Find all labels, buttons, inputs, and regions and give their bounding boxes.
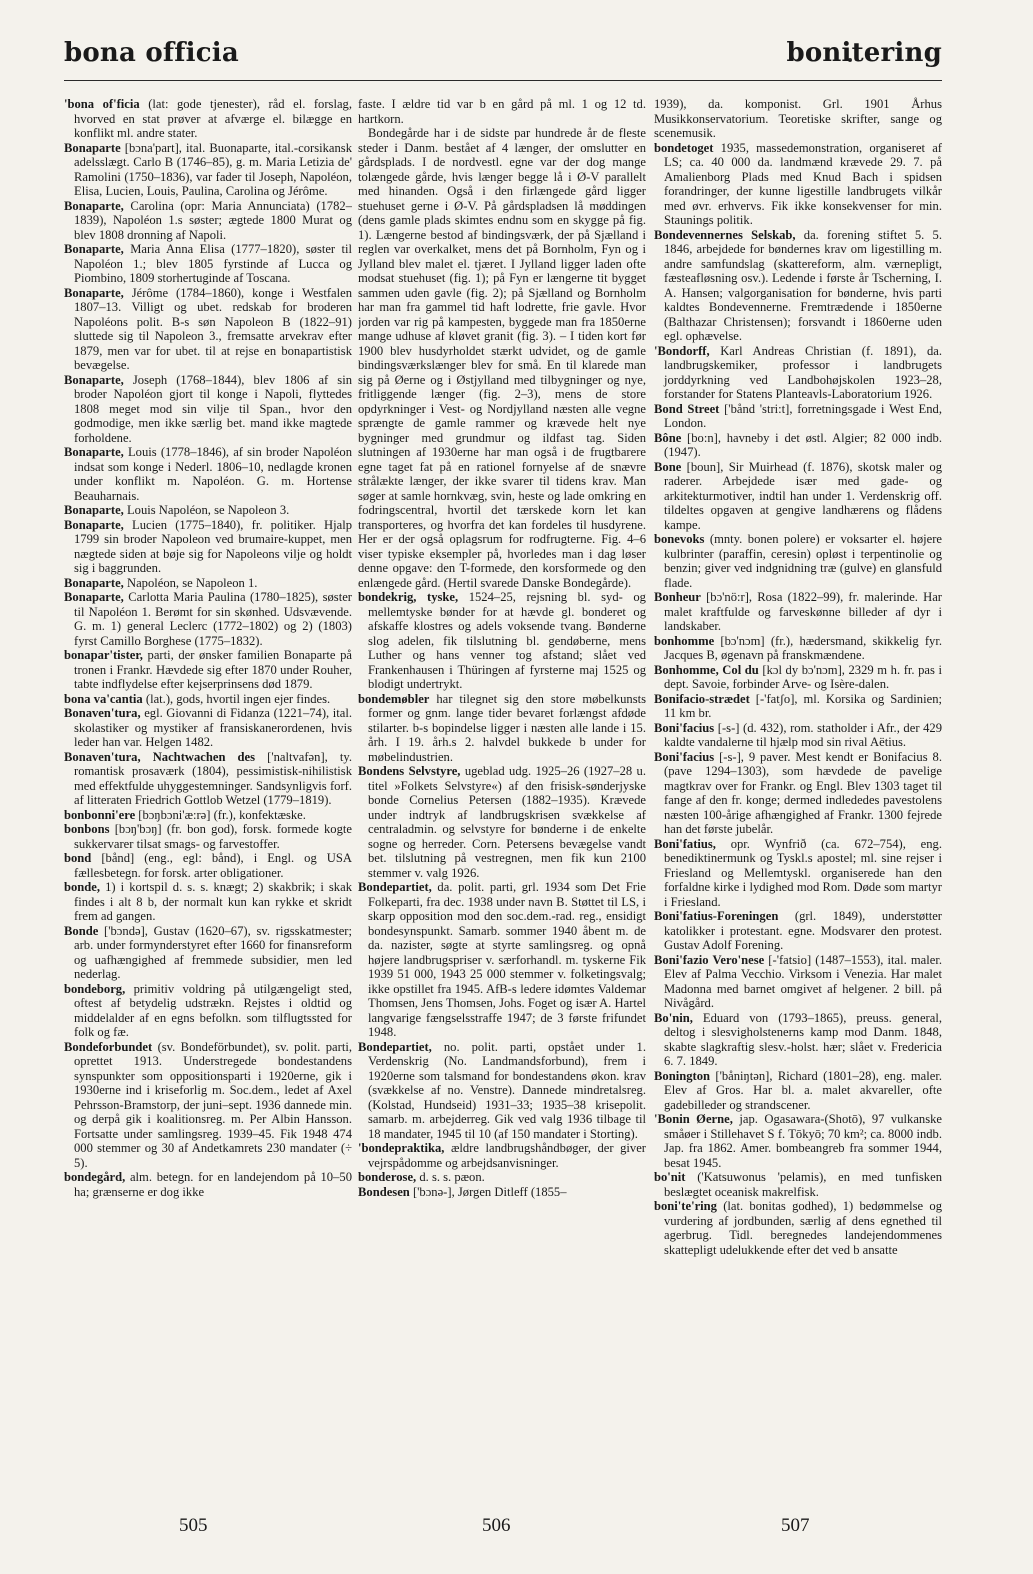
header-rule	[64, 80, 942, 81]
page-number-right: 507	[781, 1515, 810, 1536]
entry-headword: Bonaven'tura,	[64, 706, 141, 720]
entry-definition: ['båniŋtən], Richard (1801–28), eng. maler. Elev af Gros. Har bl. a. malet akvareller, ofte gadebilleder og strandscener.	[664, 1068, 942, 1112]
entry-definition: (sv. Bondeförbundet), sv. polit. parti, oprettet 1913. Understregede bondestandens synspunkter som oppositionsparti i 1920erne, gik i 1930erne ind i kriseforlig m. Soc.dem., ledet af Axel Pehrsson-Bramstorp, der juni–sept. 1936 dannede min. og derpå gik i koalitionsreg. m. Per Albin Hansson. Fortsatte under samlingsreg. 1939–45. Fik 1948 474 000 stemmer og 30 af Andetkamrets 230 mandater (÷ 5).	[74, 1039, 352, 1170]
entry-headword: bondekrig, tyske,	[358, 590, 459, 604]
entry-definition: ['bɔndə], Gustav (1620–67), sv. rigsskatmester; arb. under formynderstyret efter 1660 for finansreform og uafhængighed af fremmede subsidier, men led nederlag.	[74, 923, 352, 981]
dictionary-entry	[358, 764, 646, 880]
entry-definition: Joseph (1768–1844), blev 1806 af sin broder Napoléon gjort til konge i Napoli, flyttedes 1808 meget mod sin vilje til Span., hvor den godmodige, men ikke særlig bet. mand ikke magtede forholdene.	[74, 372, 352, 445]
entry-headword: Boni'facius	[654, 720, 715, 735]
entry-headword: Boni'fatius,	[654, 836, 716, 851]
entry-definition: (grl. 1849), understøtter katolikker i protestant. egne. Modsvarer den protest. Gustav Adolf Forening.	[664, 909, 942, 952]
dictionary-entry	[654, 460, 942, 533]
entry-definition: [bɔ'nɔm] (fr.), hædersmand, skikkelig fyr. Jacques B, øgenavn på franskmændene.	[664, 633, 942, 662]
entry-headword: Bonaparte,	[64, 198, 124, 213]
dictionary-entry	[358, 880, 646, 1040]
dictionary-entry	[654, 1011, 942, 1069]
dictionary-entry	[654, 692, 942, 721]
column-2	[358, 97, 646, 1501]
entry-definition: Carlotta Maria Paulina (1780–1825), søster til Napoléon 1. Berømt for sin skønhed. Udsvævende. G. m. 1) general Leclerc (1772–1802) og 2) (1803) fyrst Camillo Borghese (1775–1832).	[74, 590, 352, 648]
entry-headword: Bondeforbundet	[64, 1039, 153, 1054]
entry-headword: Bonaparte,	[64, 503, 124, 517]
entry-headword: 'Bondorff,	[654, 343, 710, 358]
dictionary-entry	[64, 286, 352, 373]
dictionary-entry	[654, 228, 942, 344]
entry-definition: Karl Andreas Christian (f. 1891), da. landbrugskemiker, professor i landbrugets jorddyrkning ved Landbohøjskolen 1923–28, forstander for Statens Planteavls-Laboratorium 1926.	[664, 343, 942, 401]
dictionary-entry	[64, 141, 352, 199]
dictionary-entry	[654, 750, 942, 837]
entry-headword: Bo'nin,	[654, 1010, 693, 1025]
entry-headword: bonde,	[64, 880, 101, 894]
entry-definition: [boun], Sir Muirhead (f. 1876), skotsk maler og raderer. Arbejdede især med gade- og arkitekturmotiver, indtil han under 1. Verdenskrig off. tildeltes opgaven at gengive landhærens og flådens kampe.	[664, 459, 942, 532]
entry-headword: bonhomme	[654, 633, 715, 648]
entry-headword: 'bona of'ficia	[64, 97, 140, 111]
dictionary-entry	[654, 1170, 942, 1199]
entry-headword: Bonaparte,	[64, 590, 124, 604]
entry-definition: Carolina (opr: Maria Annunciata) (1782–1839), Napoléon 1.s søster; ægtede 1800 Murat og blev 1808 dronning af Napoli.	[74, 198, 352, 242]
entry-headword: Bonaparte,	[64, 242, 124, 256]
entry-headword: Boni'fazio Vero'nese	[654, 952, 765, 967]
dictionary-entry	[64, 97, 352, 141]
entry-headword: bondemøbler	[358, 691, 430, 706]
entry-headword: Bône	[654, 430, 682, 445]
dictionary-entry	[64, 851, 352, 880]
dictionary-entry	[64, 924, 352, 982]
dictionary-entry	[64, 445, 352, 503]
entry-definition: 1524–25, rejsning bl. syd- og mellemtyske bønder for at hævde gl. bonderet og afskaffe klostres og adels voksende tvang. Bønderne slog adelen, fik tilslutning bl. gendøberne, mens Luther og hans venner tog afstand; slået ved Frankenhausen i Thüringen af fyrsterne maj 1525 og blodigt undertrykt.	[368, 590, 646, 691]
dictionary-entry	[654, 634, 942, 663]
entry-definition: d. s. s. pæon.	[416, 1170, 485, 1184]
dictionary-entry	[64, 1170, 352, 1199]
entry-definition: Napoléon, se Napoleon 1.	[123, 575, 258, 590]
page-footer	[0, 1515, 1033, 1541]
dictionary-entry	[654, 1199, 942, 1257]
entry-definition: ['naltvafən], ty. romantisk prosaværk (1804), pessimistisk-nihilistisk med effektfulde uhyggestemninger. Sandsynligvis forf. af litteraten Friedrich Gottlob Wetzel (1779–1819).	[74, 749, 352, 807]
entry-definition: no. polit. parti, opstået under 1. Verdenskrig (No. Landmandsforbund), frem i 1920erne som talsmand for bondestandens økon. krav (svækkelse af no. Venstre). Dannede mindretalsreg. (Kolstad, Hundseid) 1931–33; 1935–38 krisepolit. samarb. m. arbejderreg. Gik ved valg 1936 tilbage til 18 mandater, 1945 til 10 (af 150 mandater i Storting).	[368, 1039, 646, 1141]
column-3	[654, 97, 942, 1501]
dictionary-entry	[654, 837, 942, 910]
entry-definition: Eduard von (1793–1865), preuss. general, deltog i slesvigholstenerns kamp mod Danm. 1848, skabte slagkraftig slesv.-holst. hær; slået v. Fredericia 6. 7. 1849.	[664, 1010, 942, 1068]
dictionary-entry	[64, 648, 352, 692]
dictionary-entry	[64, 808, 352, 823]
entry-definition: 1935, massedemonstration, organiseret af LS; ca. 40 000 da. landmænd krævede 29. 7. på Amalienborg Plads med Knud Bach i spidsen forandringer, der kunne ligestille landbrugets vilkår med øvr. erhvervs. Fik ikke konsekvenser for min. Staunings politik.	[664, 140, 942, 227]
dictionary-entry	[64, 518, 352, 576]
dictionary-entry	[64, 692, 352, 707]
entry-headword: boni'te'ring	[654, 1199, 717, 1213]
dictionary-entry	[654, 663, 942, 692]
entry-headword: 'bondepraktika,	[358, 1141, 445, 1155]
entry-definition: [kɔl dy bɔ'nɔm], 2329 m h. fr. pas i dept. Savoie, forbinder Arve- og Isère-dalen.	[664, 662, 942, 691]
entry-headword: bonbons	[64, 822, 110, 836]
dictionary-entry	[654, 1069, 942, 1113]
entry-headword: bonderose,	[358, 1170, 417, 1184]
page-number-middle: 506	[482, 1515, 511, 1536]
entry-definition: [bånd] (eng., egl: bånd), i Engl. og USA fællesbetegn. for forsk. arter obligationer.	[74, 851, 352, 880]
entry-headword: bonbonni'ere	[64, 807, 136, 822]
entry-definition: [-s-] (d. 432), rom. statholder i Afr., der 429 kaldte vandalerne til hjælp mod sin rival Aëtius.	[664, 720, 942, 749]
entry-headword: Bonde	[64, 923, 99, 938]
entry-headword: bondegård,	[64, 1170, 126, 1184]
entry-definition: Lucien (1775–1840), fr. politiker. Hjalp 1799 sin broder Napoleon ved brumaire-kuppet, men nægtede siden at bøje sig for Napoleons vilje og holdt sig i baggrunden.	[74, 517, 352, 575]
dictionary-entry	[654, 141, 942, 228]
column-continuation: 1939), da. komponist. Grl. 1901 Århus Musikkonservatorium. Teoretiske skrifter, sange og scenemusik.	[654, 97, 942, 140]
entry-definition: Jérôme (1784–1860), konge i Westfalen 1807–13. Villigt og ubet. redskab for broderen Napoléons polit. B-s søn Napoleon B (1822–91) sluttede sig til Napoleon 3., fremsatte arvekrav efter 1879, men var for ubet. til at rejse en bonapartistisk bevægelse.	[74, 285, 352, 372]
entry-headword: bond	[64, 851, 92, 865]
entry-headword: Bonheur	[654, 590, 701, 604]
entry-definition: [bo:n], havneby i det østl. Algier; 82 000 indb. (1947).	[664, 430, 942, 459]
dictionary-entry	[64, 822, 352, 851]
entry-definition: ('Katsuwonus 'pelamis), en med tunfisken beslægtet oceanisk makrelfisk.	[664, 1170, 942, 1199]
entry-headword: Bonaparte,	[64, 285, 124, 300]
dictionary-entry	[358, 590, 646, 692]
column-continuation: Bondegårde har i de sidste par hundrede år de fleste steder i Danm. bestået af 4 længer, der omslutter en gårdsplads. I de nordvestl. egne var der dog mange tolængede gårde, hvis længer begge lå i Ø-V parallelt med hinanden. Også i den firlængede gård ligger stuehuset gerne i Ø-V. På gårdspladsen lå møddingen (dens gamle plads skimtes endnu som en skygge på fig. 1). Længerne bestod af bindingsværk, der på Sjælland i reglen var overkalket, mens det på Bornholm, Fyn og i Jylland blev malet el. tjæret. I Jylland ligger laden ofte modsat stuehuset (fig. 1); på Fyn er længerne tit bygget sammen uden gavle (fig. 2); på Sjælland og Bornholm har man fra gammel tid haft lodrette, frie gavle. Hvor jorden var rig på kampesten, byggede man fra 1850erne mange udhuse af kløvet granit (fig. 3). – I tiden kort før 1900 blev husdyrholdet stærkt udvidet, og de gamle bindingsværkslænger blev for små. En til klarede man sig på Øerne og i Østjylland med tilbygninger og nye, fritliggende længer (fig. 2–3), mens de store opdyrkninger i Vest- og Nordjylland næsten alle vegne sprængte de gamle rammer og krævede helt nye bygninger med grundmur og ildfast tag. Siden slutningen af 1930erne har man også i de frugtbarere egne taget fat på en rationel fornyelse af de snævre strålækte længer, der ikke svarer til tidens krav. Man søger at samle hornkvæg, svin, heste og lade omkring en fodringscentral, hvortil det tærskede korn let kan transporteres, og hvorfra det kan fordeles til husdyrene. Her er der også oplagsrum for rodfrugterne. Fig. 4–6 viser typiske eksempler på, hvorledes man i dag løser denne opgave: den T-formede, den korsformede og den enlængede gård. (Hertil svarede Danske Bondegårde).	[358, 126, 646, 590]
entry-definition: [-'fatsio] (1487–1553), ital. maler. Elev af Palma Vecchio. Virksom i Venezia. Har malet Madonna med barnet omgivet af helgener. 2 bill. på Nivågård.	[664, 952, 942, 1010]
entry-definition: Maria Anna Elisa (1777–1820), søster til Napoléon 1.; blev 1805 fyrstinde af Lucca og Piombino, 1809 storhertuginde af Toscana.	[74, 242, 352, 285]
entry-headword: Boni'facius	[654, 749, 715, 764]
entry-headword: bondeborg,	[64, 981, 126, 996]
entry-headword: Bonaparte,	[64, 372, 124, 387]
entry-definition: [bɔna'part], ital. Buonaparte, ital.-corsikansk adelsslægt. Carlo B (1746–85), g. m. Maria Letizia de' Ramolini (1750–1836), var fader til Joseph, Napoléon, Elisa, Lucien, Louis, Paulina, Carolina og Jérôme.	[74, 140, 352, 198]
column-continuation: faste. I ældre tid var b en gård på ml. 1 og 12 td. hartkorn.	[358, 97, 646, 126]
entry-headword: Bonington	[654, 1068, 710, 1083]
dictionary-entry	[64, 982, 352, 1040]
entry-definition: Louis (1778–1846), af sin broder Napoléon indsat som konge i Nederl. 1806–10, nedlagde kronen under konflikt m. Napoléon. G. m. Hortense Beauharnais.	[74, 445, 352, 503]
dictionary-entry	[64, 576, 352, 591]
entry-headword: bona va'cantia	[64, 691, 143, 706]
entry-headword: Bondepartiet,	[358, 1039, 432, 1054]
entry-definition: [bɔ'nö:r], Rosa (1822–99), fr. malerinde. Har malet kraftfulde og farveskønne billeder af dyr i landskaber.	[664, 590, 942, 633]
dictionary-entry	[358, 1141, 646, 1170]
dictionary-entry	[654, 431, 942, 460]
dictionary-entry	[358, 1170, 646, 1185]
dictionary-entry	[64, 1040, 352, 1171]
entry-definition: (mnty. bonen polere) er voksarter el. højere kulbrinter (paraffin, ceresin) opløst i terpentinolie og benzin; giver ved indgnidning træ (gulve) en glansfuld flade.	[664, 532, 942, 590]
dictionary-entry	[64, 242, 352, 286]
entry-headword: Bonaparte,	[64, 575, 124, 590]
entry-definition: primitiv voldring på utilgængeligt sted, oftest af betydelig udstrækn. Rejstes i oldtid og middelalder af en egns befolkn. som tilflugtssted for folk og fæ.	[74, 981, 352, 1039]
entry-headword: Bonaparte,	[64, 445, 124, 459]
entry-definition: opr. Wynfrið (ca. 672–754), eng. benediktinermunk og Tyskl.s apostel; ml. sine rejser i Friesland og Mellemtyskl. organiserede han den forfaldne kirke i lydighed mod Rom. Døde som martyr i Friesland.	[664, 836, 942, 909]
entry-headword: Bonaparte,	[64, 517, 124, 532]
dictionary-entry	[64, 880, 352, 924]
entry-definition: Louis Napoléon, se Napoleon 3.	[123, 503, 290, 517]
entry-definition: ['bɔnə-], Jørgen Ditleff (1855–	[409, 1184, 567, 1199]
dictionary-entry	[64, 503, 352, 518]
guide-word-right: bonitering	[786, 38, 942, 68]
entry-headword: Bondesen	[358, 1184, 410, 1199]
entry-headword: Bondevennernes Selskab,	[654, 227, 796, 242]
dictionary-entry	[64, 706, 352, 750]
entry-definition: (lat. bonitas godhed), 1) bedømmelse og vurdering af jordbunden, særlig af dens egnethed til agerbrug. Tidl. beregnedes landejendommenes skattepligt udelukkende efter det ved b ansatte	[664, 1199, 942, 1257]
entry-definition: (lat: gode tjenester), råd el. forslag, hvorved en stat prøver at afværge el. bilægge en konflikt ml. andre stater.	[74, 97, 352, 140]
dictionary-entry	[654, 953, 942, 1011]
dictionary-entry	[358, 1040, 646, 1142]
dictionary-entry	[64, 373, 352, 446]
page-header	[64, 38, 942, 86]
entry-headword: Bone	[654, 459, 682, 474]
page-number-left: 505	[179, 1515, 208, 1536]
entry-definition: da. polit. parti, grl. 1934 som Det Frie Folkeparti, fra dec. 1938 under navn B. Støttet til LS, i skarp opposition mod den soc.dem.-rad. reg., ensidigt bondesynspunkt. Samarb. sommer 1940 åbent m. de da. nazister, søgte at styrte samlingsreg. og opnå højere landbrugspriser v. særforhandl. m. tyskerne Fik 1939 51 000, 1943 25 000 stemmer v. folketingsvalg; ikke opstillet fra 1945. AfB-s ledere idømtes Valdemar Thomsen, Jens Thomsen, Johs. Foget og især A. Hartel langvarige fængselsstraffe 1947; de 3 første frifundet 1948.	[368, 880, 646, 1039]
dictionary-entry	[654, 721, 942, 750]
entry-definition: egl. Giovanni di Fidanza (1221–74), ital. skolastiker og mystiker af fransiskanerordenen, hvis leder han var. Helgen 1482.	[74, 706, 352, 749]
entry-headword: Bonhomme, Col du	[654, 662, 759, 677]
dictionary-entry	[654, 532, 942, 590]
entry-definition: alm. betegn. for en landejendom på 10–50 ha; grænserne er dog ikke	[74, 1170, 352, 1199]
dictionary-entry	[64, 590, 352, 648]
entry-headword: Bonaparte	[64, 140, 121, 155]
entry-definition: har tilegnet sig den store møbelkunsts former og gnm. lange tider bevaret forlængst afdøde stilarter. b-s bopindelse ligger i næsten alle lande i 15. årh. I 19. årh.s 2. halvdel bukkede b under for møbelindustrien.	[368, 691, 646, 764]
entry-headword: Boni'fatius-Foreningen	[654, 909, 779, 923]
entry-headword: bonevoks	[654, 532, 705, 546]
entry-headword: 'Bonin Øerne,	[654, 1112, 733, 1126]
entry-headword: Bondens Selvstyre,	[358, 764, 461, 778]
entry-headword: Bonaven'tura, Nachtwachen des	[64, 749, 256, 764]
dictionary-columns	[64, 97, 942, 1501]
entry-headword: Bonifacio-strædet	[654, 691, 750, 706]
dictionary-entry	[654, 1112, 942, 1170]
entry-definition: ['bånd 'stri:t], forretningsgade i West End, London.	[664, 401, 942, 430]
dictionary-entry	[358, 692, 646, 765]
entry-definition: [bɔŋbɔni'æ:rə] (fr.), konfektæske.	[135, 807, 306, 822]
entry-definition: ugeblad udg. 1925–26 (1927–28 u. titel »Folkets Selvstyre«) af den frisisk-sønderjyske bonde Cornelius Petersen (1882–1935). Krævede under indtryk af landbrugskrisen svækkelse af centraladmin. og selvstyre for bønderne i de enkelte sogne og herreder. Corn. Petersens bevægelse vandt bet. tilslutning på vestregnen, men fik kun 2100 stemmer v. valg 1926.	[368, 764, 646, 880]
entry-definition: da. forening stiftet 5. 5. 1846, arbejdede for bøndernes krav om ligestilling m. andre samfundslag (skattereform, alm. værnepligt, fæsteafløsning osv.). Ledende i første år Tscherning, I. A. Hansen; valgorganisation for bønderne, hvis parti kaldtes Bondevennerne. Fremtrædende i 1850erne (Balthazar Christensen); forsvandt i 1860erne uden egl. ophævelse.	[664, 227, 942, 343]
entry-headword: bondetoget	[654, 140, 714, 155]
entry-definition: [-'fatʃo], ml. Korsika og Sardinien; 11 km br.	[664, 691, 942, 720]
entry-definition: [-s-], 9 paver. Mest kendt er Bonifacius 8. (pave 1294–1303), som hævdede de pavelige magtkrav over for Frankr. og Engl. Blev 1303 taget til fange af den fr. konge; dermed indlededes pavestolens næsten 100-årige afhængighed af Frankr. 1300 fejrede han det første jubelår.	[664, 749, 942, 836]
entry-definition: jap. Ogasawara-(Shotō), 97 vulkanske småøer i Stillehavet S f. Tōkyō; 70 km²; ca. 8000 indb. Jap. fra 1862. Amer. bombeangreb fra sommer 1944, besat 1945.	[664, 1112, 942, 1170]
dictionary-entry	[654, 909, 942, 953]
dictionary-entry	[654, 402, 942, 431]
entry-definition: parti, der ønsker familien Bonaparte på tronen i Frankr. Hævdede sig efter 1870 under Rouher, tabte indflydelse efter kejserprinsens død 1879.	[74, 648, 352, 691]
column-1	[64, 97, 352, 1501]
dictionary-entry	[64, 199, 352, 243]
entry-definition: ældre landbrugshåndbøger, der giver vejrspådomme og arbejdsanvisninger.	[368, 1141, 646, 1170]
entry-headword: Bondepartiet,	[358, 880, 432, 894]
dictionary-entry	[358, 1185, 646, 1200]
dictionary-entry	[654, 344, 942, 402]
entry-definition: [bɔŋ'bɔŋ] (fr. bon god), forsk. formede kogte sukkervarer tilsat smags- og farvestoffer.	[74, 822, 352, 851]
dictionary-entry	[654, 590, 942, 634]
entry-headword: bonapar'tister,	[64, 648, 143, 662]
guide-word-left: bona officia	[64, 38, 239, 68]
entry-headword: Bond Street	[654, 401, 720, 416]
entry-definition: (lat.), gods, hvortil ingen ejer findes.	[142, 691, 331, 706]
entry-definition: 1) i kortspil d. s. s. knægt; 2) skakbrik; i skak findes i alt 8 b, der normalt kun kan rykke et skridt frem ad gangen.	[74, 880, 352, 923]
dictionary-entry	[64, 750, 352, 808]
entry-headword: bo'nit	[654, 1170, 686, 1184]
